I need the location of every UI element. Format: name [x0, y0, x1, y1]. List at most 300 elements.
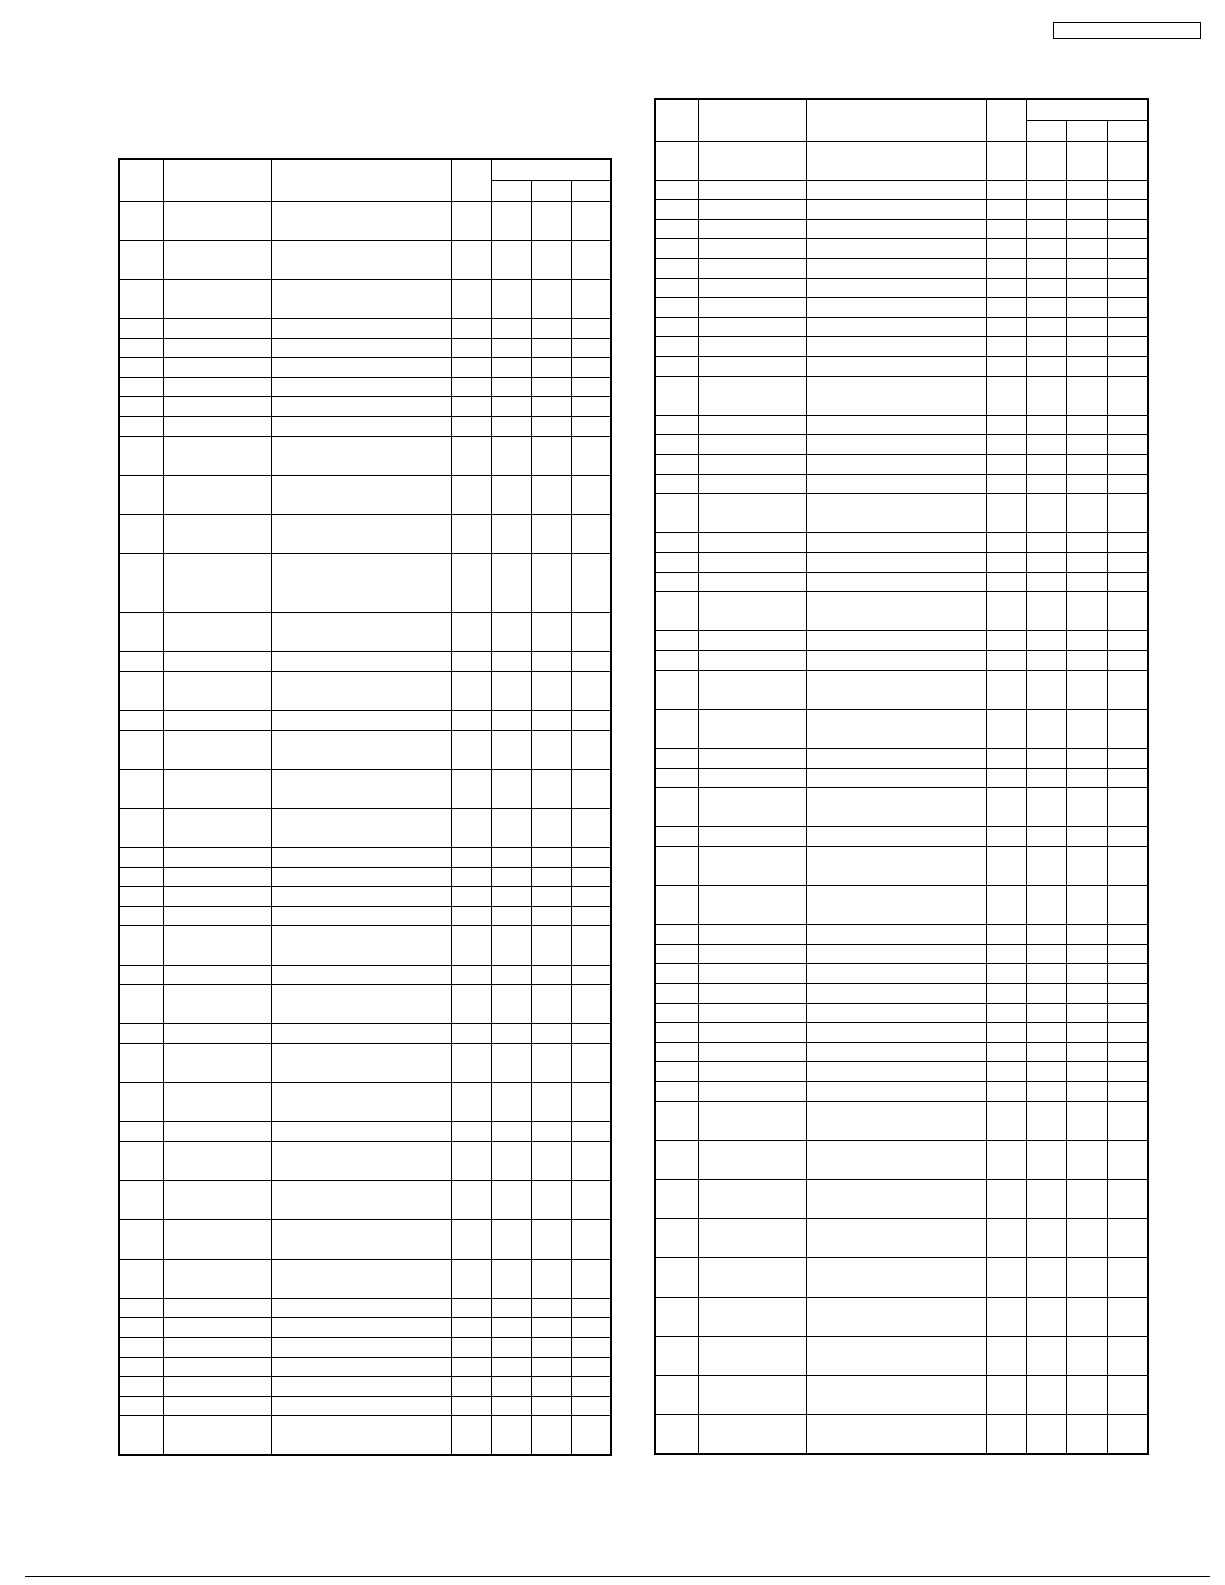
table-cell: [698, 1258, 806, 1297]
table-cell: [1026, 376, 1066, 415]
table-cell: [986, 259, 1026, 279]
table-cell: [1107, 1042, 1148, 1062]
table-cell: [572, 887, 611, 907]
table-row: [655, 239, 1148, 259]
table-cell: [452, 515, 492, 554]
table-row: [655, 1101, 1148, 1140]
table-cell: [986, 1062, 1026, 1082]
table-cell: [698, 180, 806, 200]
table-cell: [1107, 474, 1148, 494]
table-cell: [698, 219, 806, 239]
table-row: [119, 1377, 611, 1397]
table-cell: [1026, 552, 1066, 572]
table-cell: [572, 1024, 611, 1044]
table-cell: [986, 1003, 1026, 1023]
table-cell: [1107, 964, 1148, 984]
table-cell: [806, 435, 986, 455]
table-cell: [1066, 886, 1107, 925]
table-cell: [572, 848, 611, 868]
table-cell: [698, 474, 806, 494]
table-cell: [1026, 317, 1066, 337]
table-cell: [119, 769, 163, 808]
table-cell: [655, 1219, 698, 1258]
table-row: [655, 1258, 1148, 1297]
table-cell: [531, 808, 571, 847]
table-cell: [806, 376, 986, 415]
table-cell: [655, 886, 698, 925]
table-cell: [572, 377, 611, 397]
table-cell: [655, 494, 698, 533]
table-row: [655, 944, 1148, 964]
table-cell: [806, 709, 986, 748]
table-cell: [119, 397, 163, 417]
table-cell: [655, 670, 698, 709]
table-cell: [572, 338, 611, 358]
table-cell: [986, 788, 1026, 827]
table-cell: [698, 1415, 806, 1454]
table-cell: [572, 319, 611, 339]
table-cell: [655, 1082, 698, 1102]
table-cell: [531, 1318, 571, 1338]
table-cell: [1107, 1003, 1148, 1023]
table-cell: [119, 1220, 163, 1259]
table-cell: [452, 1337, 492, 1357]
table-cell: [1066, 709, 1107, 748]
table-cell: [986, 748, 1026, 768]
col-header-sub-1: [492, 180, 531, 201]
table-cell: [572, 358, 611, 378]
table-cell: [452, 867, 492, 887]
table-cell: [163, 1024, 271, 1044]
table-cell: [119, 554, 163, 613]
table-cell: [452, 906, 492, 926]
table-cell: [119, 240, 163, 279]
table-cell: [271, 1298, 451, 1318]
table-cell: [655, 827, 698, 847]
table-cell: [986, 533, 1026, 553]
table-cell: [163, 1357, 271, 1377]
table-cell: [572, 515, 611, 554]
table-row: [655, 1336, 1148, 1375]
table-cell: [492, 358, 531, 378]
table-cell: [572, 1259, 611, 1298]
table-cell: [271, 1142, 451, 1181]
table-cell: [1107, 1415, 1148, 1454]
table-row: [119, 515, 611, 554]
table-cell: [1026, 964, 1066, 984]
table-row: [655, 788, 1148, 827]
table-row: [119, 730, 611, 769]
table-cell: [163, 515, 271, 554]
table-cell: [531, 730, 571, 769]
table-cell: [1026, 709, 1066, 748]
table-row: [655, 357, 1148, 377]
table-cell: [698, 1140, 806, 1179]
table-cell: [655, 1023, 698, 1043]
table-cell: [531, 652, 571, 672]
table-cell: [119, 1416, 163, 1455]
table-row: [119, 906, 611, 926]
table-cell: [1107, 925, 1148, 945]
table-cell: [492, 397, 531, 417]
table-cell: [119, 1024, 163, 1044]
table-cell: [492, 1337, 531, 1357]
table-cell: [1066, 964, 1107, 984]
table-cell: [1026, 592, 1066, 631]
table-cell: [1026, 631, 1066, 651]
col-header-sub-2: [1066, 120, 1107, 141]
table-cell: [452, 417, 492, 437]
table-cell: [1026, 572, 1066, 592]
table-cell: [452, 848, 492, 868]
table-cell: [163, 652, 271, 672]
table-cell: [119, 201, 163, 240]
table-cell: [698, 1062, 806, 1082]
table-cell: [119, 867, 163, 887]
table-cell: [986, 552, 1026, 572]
table-cell: [986, 415, 1026, 435]
table-cell: [452, 1122, 492, 1142]
table-cell: [806, 1258, 986, 1297]
table-cell: [986, 357, 1026, 377]
table-row: [119, 417, 611, 437]
table-cell: [271, 808, 451, 847]
table-cell: [452, 377, 492, 397]
table-cell: [1107, 552, 1148, 572]
table-cell: [806, 1003, 986, 1023]
table-cell: [698, 337, 806, 357]
col-header-group: [1026, 99, 1148, 120]
table-row: [655, 219, 1148, 239]
table-cell: [163, 279, 271, 318]
table-cell: [1107, 1101, 1148, 1140]
table-cell: [531, 867, 571, 887]
table-cell: [1026, 1415, 1066, 1454]
table-cell: [1026, 239, 1066, 259]
table-cell: [572, 906, 611, 926]
table-cell: [1066, 415, 1107, 435]
table-cell: [119, 1259, 163, 1298]
table-cell: [986, 317, 1026, 337]
table-cell: [806, 846, 986, 885]
table-cell: [986, 925, 1026, 945]
table-cell: [1107, 435, 1148, 455]
table-cell: [1026, 1023, 1066, 1043]
table-cell: [452, 554, 492, 613]
parts-table-right: [654, 98, 1149, 1455]
table-cell: [806, 317, 986, 337]
table-cell: [492, 1024, 531, 1044]
table-cell: [655, 1042, 698, 1062]
table-row: [119, 1024, 611, 1044]
table-cell: [806, 572, 986, 592]
table-cell: [806, 1101, 986, 1140]
table-cell: [986, 631, 1026, 651]
table-cell: [986, 180, 1026, 200]
table-cell: [452, 475, 492, 514]
table-row: [119, 1357, 611, 1377]
table-cell: [806, 200, 986, 220]
table-cell: [986, 474, 1026, 494]
table-cell: [1066, 768, 1107, 788]
table-cell: [986, 827, 1026, 847]
table-cell: [452, 1318, 492, 1338]
table-row: [119, 710, 611, 730]
table-cell: [1026, 259, 1066, 279]
table-cell: [655, 1336, 698, 1375]
table-cell: [1066, 846, 1107, 885]
table-cell: [1026, 1140, 1066, 1179]
table-cell: [1066, 435, 1107, 455]
table-cell: [806, 944, 986, 964]
table-cell: [655, 1003, 698, 1023]
table-row: [119, 436, 611, 475]
table-cell: [1107, 357, 1148, 377]
table-cell: [452, 436, 492, 475]
table-cell: [271, 1044, 451, 1083]
table-cell: [572, 436, 611, 475]
table-cell: [655, 415, 698, 435]
table-cell: [163, 377, 271, 397]
table-cell: [1026, 180, 1066, 200]
table-cell: [119, 612, 163, 651]
table-cell: [1066, 925, 1107, 945]
table-cell: [655, 572, 698, 592]
table-cell: [1026, 846, 1066, 885]
table-cell: [1066, 337, 1107, 357]
table-cell: [271, 730, 451, 769]
table-cell: [572, 1122, 611, 1142]
table-cell: [655, 846, 698, 885]
table-cell: [655, 219, 698, 239]
table-cell: [1107, 278, 1148, 298]
table-cell: [698, 1082, 806, 1102]
table-row: [119, 397, 611, 417]
table-cell: [1066, 748, 1107, 768]
table-cell: [698, 886, 806, 925]
table-cell: [531, 338, 571, 358]
table-cell: [1107, 1023, 1148, 1043]
table-cell: [492, 515, 531, 554]
table-cell: [119, 906, 163, 926]
table-cell: [1107, 1179, 1148, 1218]
table-cell: [271, 1259, 451, 1298]
table-cell: [163, 906, 271, 926]
table-cell: [271, 201, 451, 240]
table-cell: [698, 768, 806, 788]
table-cell: [531, 1259, 571, 1298]
table-cell: [806, 337, 986, 357]
table-cell: [1066, 1003, 1107, 1023]
table-row: [655, 474, 1148, 494]
table-cell: [492, 710, 531, 730]
table-cell: [1107, 944, 1148, 964]
table-cell: [806, 1336, 986, 1375]
col-header-sub-3: [1107, 120, 1148, 141]
table-cell: [806, 1375, 986, 1414]
table-cell: [655, 474, 698, 494]
table-cell: [1066, 474, 1107, 494]
col-header-qty: [986, 99, 1026, 141]
table-cell: [1107, 298, 1148, 318]
table-cell: [119, 965, 163, 985]
table-cell: [1107, 1375, 1148, 1414]
table-cell: [655, 435, 698, 455]
table-body-right: [655, 141, 1148, 1454]
bottom-rule: [25, 1576, 1210, 1577]
table-cell: [163, 201, 271, 240]
table-cell: [271, 397, 451, 417]
footer-link[interactable]: [128, 1562, 270, 1577]
table-cell: [572, 1083, 611, 1122]
table-cell: [531, 279, 571, 318]
table-row: [655, 670, 1148, 709]
col-header-description: [806, 99, 986, 141]
table-cell: [1026, 219, 1066, 239]
table-row: [655, 1179, 1148, 1218]
table-cell: [531, 612, 571, 651]
table-cell: [655, 533, 698, 553]
table-cell: [452, 319, 492, 339]
table-cell: [1066, 1375, 1107, 1414]
table-cell: [986, 1258, 1026, 1297]
table-cell: [1026, 357, 1066, 377]
table-cell: [572, 1220, 611, 1259]
table-cell: [806, 768, 986, 788]
table-cell: [163, 1416, 271, 1455]
table-cell: [698, 494, 806, 533]
table-cell: [492, 417, 531, 437]
table-cell: [163, 1142, 271, 1181]
table-cell: [698, 1219, 806, 1258]
table-cell: [806, 1179, 986, 1218]
table-cell: [119, 652, 163, 672]
table-cell: [572, 240, 611, 279]
table-cell: [452, 201, 492, 240]
table-cell: [492, 201, 531, 240]
table-row: [119, 1337, 611, 1357]
table-cell: [1026, 533, 1066, 553]
table-cell: [1026, 788, 1066, 827]
table-cell: [655, 239, 698, 259]
table-cell: [492, 554, 531, 613]
table-cell: [531, 1220, 571, 1259]
table-cell: [698, 1003, 806, 1023]
table-cell: [1107, 1140, 1148, 1179]
table-cell: [572, 926, 611, 965]
table-cell: [119, 279, 163, 318]
table-cell: [492, 848, 531, 868]
table-row: [655, 650, 1148, 670]
col-header-part-no: [163, 159, 271, 201]
table-cell: [119, 1122, 163, 1142]
table-cell: [452, 240, 492, 279]
table-cell: [492, 1377, 531, 1397]
table-cell: [492, 808, 531, 847]
table-cell: [119, 1181, 163, 1220]
table-cell: [492, 612, 531, 651]
table-cell: [655, 259, 698, 279]
table-cell: [271, 1024, 451, 1044]
table-cell: [492, 887, 531, 907]
table-cell: [698, 376, 806, 415]
col-header-qty: [452, 159, 492, 201]
table-cell: [492, 1396, 531, 1416]
table-cell: [163, 1122, 271, 1142]
table-cell: [1066, 1140, 1107, 1179]
table-row: [655, 298, 1148, 318]
table-row: [655, 709, 1148, 748]
table-cell: [572, 554, 611, 613]
table-cell: [271, 887, 451, 907]
table-cell: [806, 415, 986, 435]
table-cell: [572, 730, 611, 769]
table-cell: [1066, 141, 1107, 180]
table-cell: [806, 1297, 986, 1336]
table-cell: [986, 141, 1026, 180]
table-cell: [1026, 650, 1066, 670]
table-cell: [119, 1318, 163, 1338]
table-cell: [271, 240, 451, 279]
table-cell: [119, 710, 163, 730]
table-row: [655, 984, 1148, 1004]
col-header-sub-3: [572, 180, 611, 201]
table-cell: [1066, 670, 1107, 709]
table-cell: [572, 1357, 611, 1377]
table-cell: [163, 985, 271, 1024]
table-cell: [452, 338, 492, 358]
table-cell: [531, 1083, 571, 1122]
table-cell: [986, 1297, 1026, 1336]
table-cell: [698, 846, 806, 885]
table-cell: [492, 671, 531, 710]
table-cell: [1026, 1179, 1066, 1218]
table-row: [655, 964, 1148, 984]
table-cell: [492, 1181, 531, 1220]
table-cell: [698, 200, 806, 220]
table-cell: [986, 768, 1026, 788]
table-cell: [492, 965, 531, 985]
table-cell: [1066, 239, 1107, 259]
table-cell: [698, 141, 806, 180]
table-cell: [655, 944, 698, 964]
table-cell: [986, 494, 1026, 533]
table-row: [119, 1396, 611, 1416]
table-cell: [572, 1337, 611, 1357]
table-cell: [271, 1377, 451, 1397]
table-cell: [1066, 788, 1107, 827]
table-cell: [492, 1044, 531, 1083]
table-cell: [1066, 1023, 1107, 1043]
table-cell: [986, 1082, 1026, 1102]
table-cell: [806, 180, 986, 200]
table-row: [655, 1062, 1148, 1082]
table-cell: [1066, 259, 1107, 279]
table-row: [119, 1044, 611, 1083]
table-cell: [1107, 533, 1148, 553]
table-cell: [1107, 1219, 1148, 1258]
table-cell: [698, 827, 806, 847]
table-cell: [698, 1297, 806, 1336]
table-cell: [492, 1318, 531, 1338]
table-row: [119, 1220, 611, 1259]
table-cell: [1107, 768, 1148, 788]
table-cell: [1026, 1297, 1066, 1336]
table-cell: [452, 1259, 492, 1298]
table-row: [655, 200, 1148, 220]
table-row: [119, 965, 611, 985]
table-cell: [572, 612, 611, 651]
